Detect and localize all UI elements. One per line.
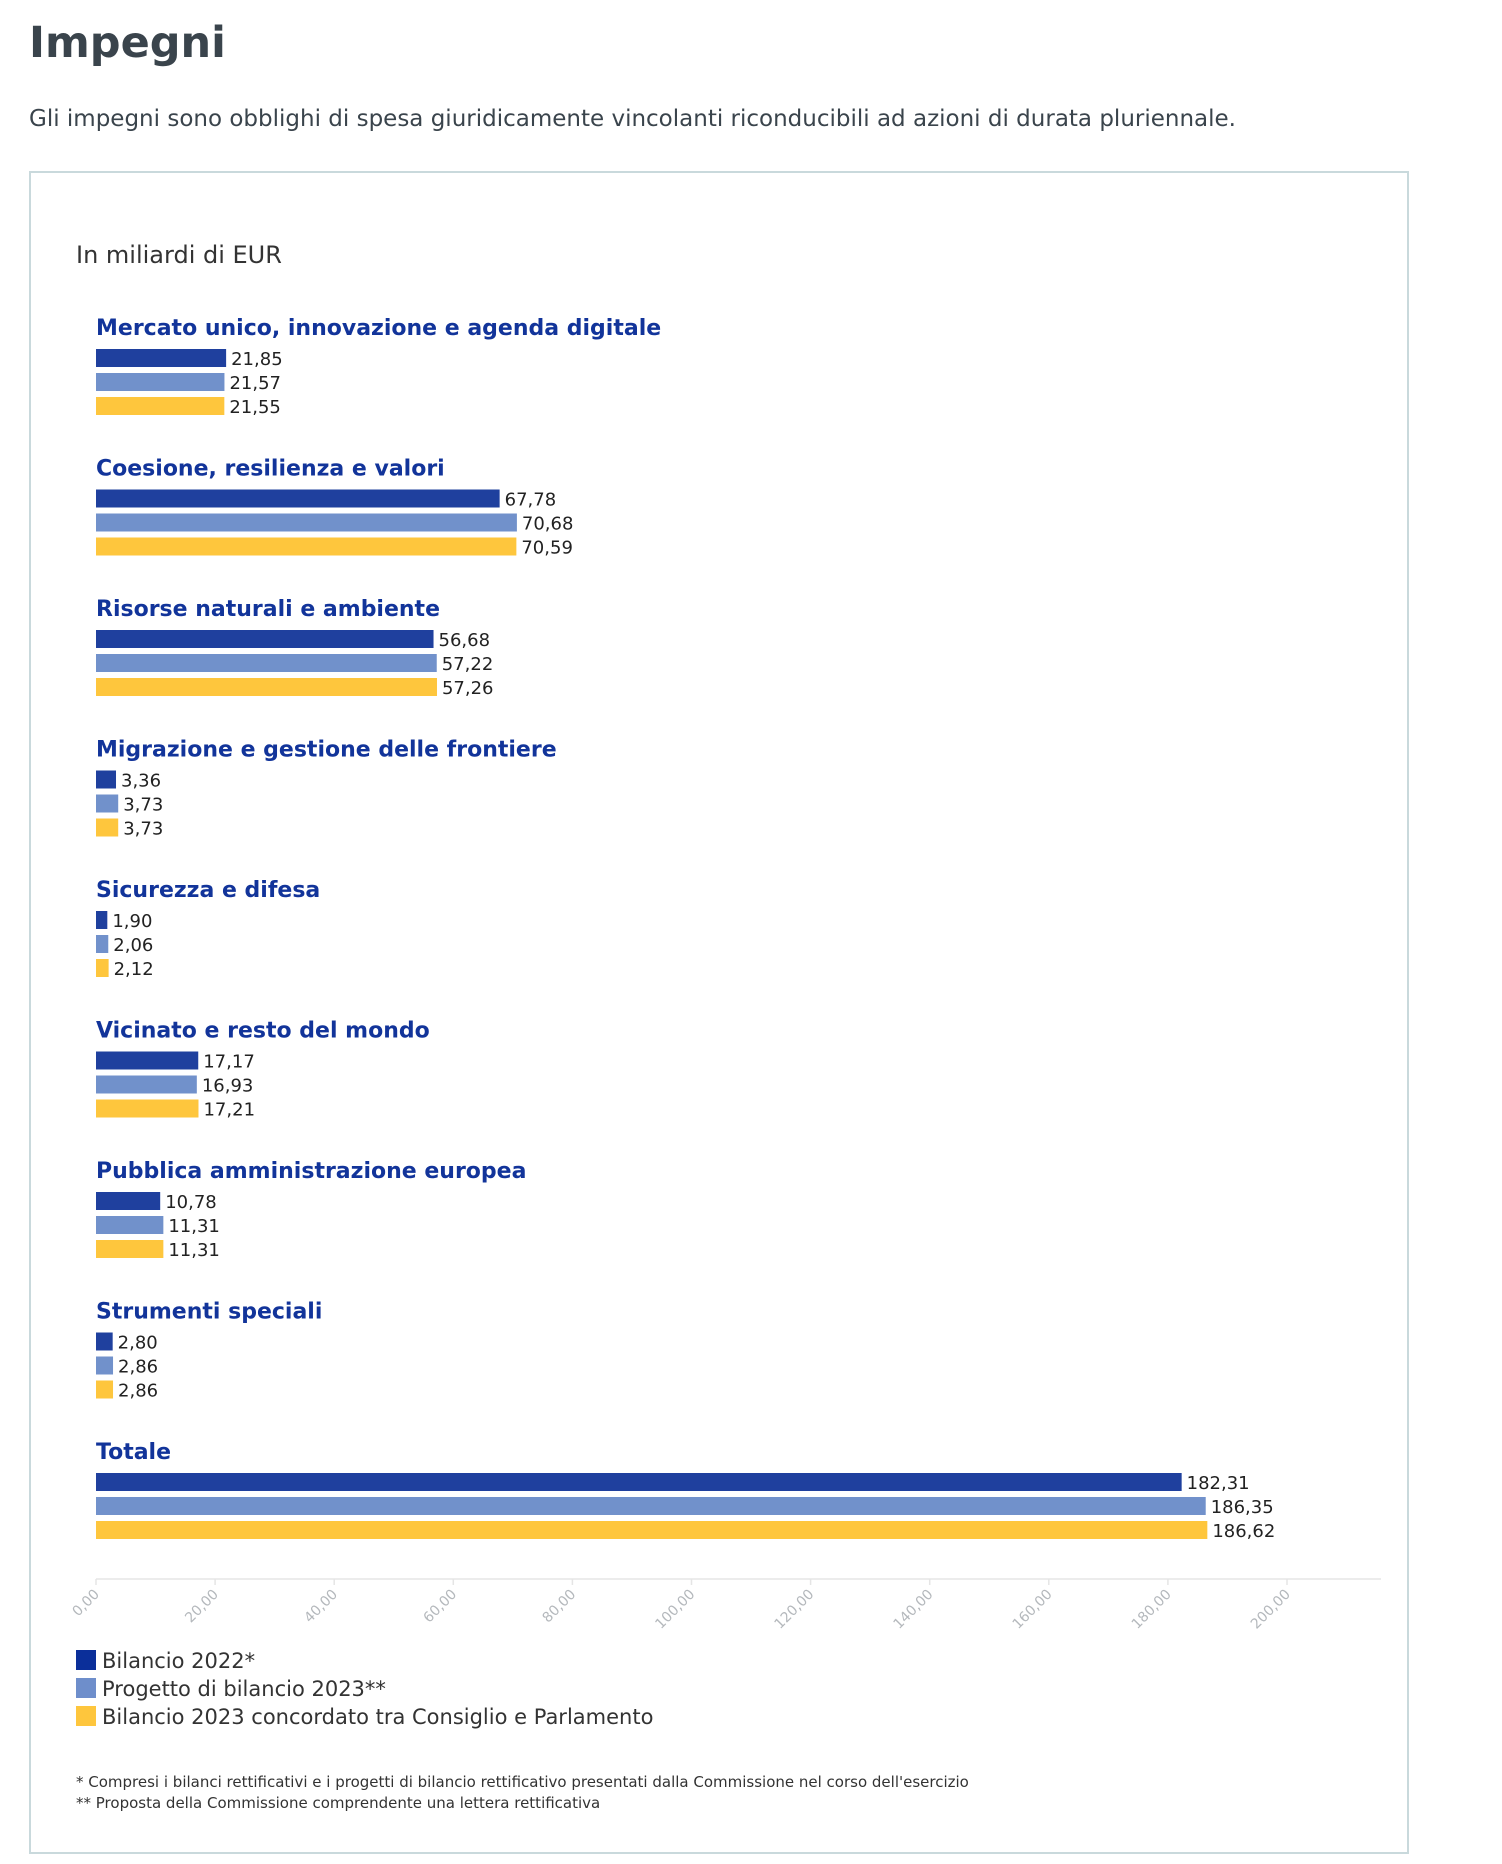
data-label: 11,31 (168, 1216, 220, 1237)
category-label: Totale (96, 1440, 172, 1465)
category-group (96, 878, 320, 980)
bar (96, 1100, 198, 1118)
legend (76, 1649, 653, 1729)
legend-swatch (76, 1706, 96, 1726)
category-group (96, 457, 573, 559)
category-label: Mercato unico, innovazione e agenda digitale (96, 316, 662, 341)
data-label: 21,57 (229, 373, 281, 394)
bar (96, 490, 500, 508)
bar (96, 514, 517, 532)
data-label: 1,90 (112, 911, 153, 932)
data-label: 2,86 (118, 1356, 159, 1378)
x-tick-label: 60,00 (420, 1586, 461, 1627)
category-label: Sicurezza e difesa (96, 878, 321, 903)
chart-card (29, 171, 1409, 1854)
bar (96, 630, 434, 648)
data-label: 17,21 (203, 1099, 256, 1121)
legend-swatch (76, 1678, 96, 1698)
data-label: 70,59 (521, 537, 573, 559)
footnote: ** Proposta della Commissione comprendente una lettera rettificativa (76, 1794, 601, 1812)
bar (96, 1473, 1182, 1491)
data-label: 3,73 (123, 794, 164, 816)
bar (96, 678, 437, 696)
bar (96, 771, 116, 789)
bar (96, 935, 108, 953)
data-label: 17,17 (203, 1051, 255, 1073)
data-label: 57,26 (441, 678, 494, 699)
legend-label: Progetto di bilancio 2023** (102, 1677, 386, 1701)
data-label: 3,36 (121, 770, 162, 792)
data-label: 21,85 (231, 349, 283, 370)
unit-label: In miliardi di EUR (76, 241, 282, 269)
category-group (96, 1159, 526, 1261)
legend-swatch (76, 1650, 96, 1670)
category-label: Vicinato e resto del mondo (96, 1018, 430, 1044)
category-group (96, 1019, 430, 1121)
data-label: 2,06 (113, 935, 154, 956)
data-label: 3,73 (123, 818, 164, 840)
data-label: 16,93 (201, 1075, 254, 1097)
category-label: Risorse naturali e ambiente (96, 597, 440, 622)
data-label: 2,12 (113, 959, 154, 980)
x-tick-label: 20,00 (182, 1586, 222, 1627)
bar (96, 1521, 1207, 1539)
bar-chart (31, 173, 1407, 1852)
x-tick-label: 0,00 (69, 1586, 103, 1620)
bar (96, 1192, 160, 1210)
bar (96, 1357, 113, 1375)
data-label: 11,31 (168, 1240, 220, 1261)
data-label: 2,80 (117, 1332, 158, 1354)
legend-label: Bilancio 2022* (102, 1649, 256, 1673)
bar (96, 654, 437, 672)
data-label: 10,78 (165, 1192, 217, 1213)
bar (96, 1333, 113, 1351)
category-label: Strumenti speciali (96, 1299, 323, 1325)
category-group (96, 316, 661, 418)
data-label: 67,78 (504, 489, 557, 511)
x-tick-label: 40,00 (301, 1586, 342, 1627)
category-label: Coesione, resilienza e valori (96, 456, 445, 482)
x-tick-label: 180,00 (1128, 1586, 1175, 1633)
data-label: 56,68 (438, 630, 491, 651)
page-title: Impegni (29, 18, 226, 68)
footnote: * Compresi i bilanci rettificativi e i progetti di bilancio rettificativo presentati dalla Commissione nel corso dell'esercizio (76, 1773, 969, 1791)
bar (96, 911, 107, 929)
category-group (96, 1300, 322, 1402)
x-axis (69, 1579, 1381, 1632)
category-group (96, 738, 557, 840)
data-label: 57,22 (441, 654, 494, 675)
bars-group (96, 316, 1275, 1542)
bar (96, 795, 118, 813)
data-label: 21,55 (229, 397, 281, 418)
bar (96, 1216, 163, 1234)
bar (96, 1076, 197, 1094)
bar (96, 819, 118, 837)
data-label: 70,68 (521, 513, 574, 535)
category-group (96, 597, 494, 699)
category-label: Migrazione e gestione delle frontiere (96, 737, 557, 763)
x-tick-label: 200,00 (1247, 1586, 1294, 1633)
data-label: 186,62 (1212, 1521, 1276, 1542)
bar (96, 1240, 163, 1258)
x-tick-label: 120,00 (771, 1586, 818, 1633)
intro-text: Gli impegni sono obblighi di spesa giuridicamente vincolanti riconducibili ad azioni di durata pluriennale. (29, 106, 1236, 132)
legend-item (76, 1649, 255, 1673)
bar (96, 349, 226, 367)
bar (96, 373, 224, 391)
bar (96, 1381, 113, 1399)
x-tick-label: 80,00 (539, 1586, 580, 1627)
data-label: 2,86 (118, 1380, 159, 1402)
bar (96, 1052, 198, 1070)
x-tick-label: 160,00 (1009, 1586, 1056, 1633)
x-tick-label: 140,00 (890, 1586, 937, 1633)
category-group (96, 1440, 1275, 1542)
bar (96, 1497, 1206, 1515)
data-label: 186,35 (1210, 1497, 1274, 1518)
bar (96, 538, 516, 556)
legend-item (76, 1677, 386, 1701)
legend-label: Bilancio 2023 concordato tra Consiglio e Parlamento (102, 1705, 654, 1729)
footnotes (76, 1773, 969, 1812)
data-label: 182,31 (1186, 1473, 1250, 1494)
category-label: Pubblica amministrazione europea (96, 1159, 527, 1184)
bar (96, 397, 224, 415)
x-tick-label: 100,00 (652, 1586, 699, 1633)
bar (96, 959, 109, 977)
legend-item (76, 1705, 653, 1729)
